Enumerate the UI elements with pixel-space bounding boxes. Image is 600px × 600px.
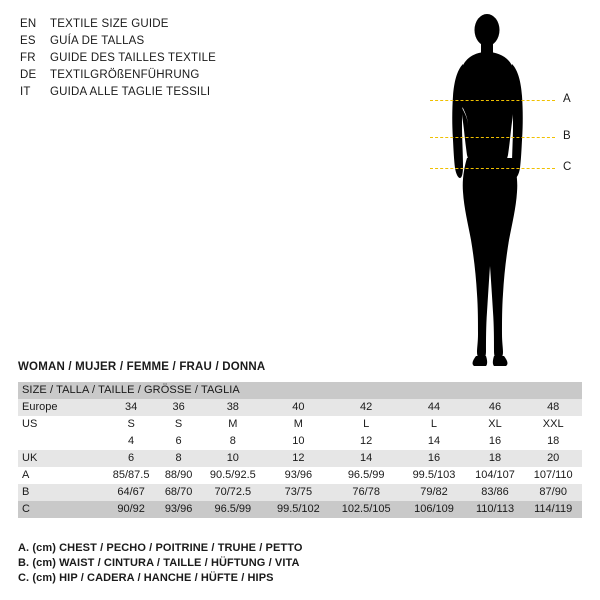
table-row bbox=[18, 484, 582, 501]
cell: 85/87.5 bbox=[112, 469, 150, 481]
cell: S bbox=[174, 418, 183, 430]
table-header-label: SIZE / TALLA / TAILLE / GRÖSSE / TAGLIA bbox=[22, 384, 240, 396]
cell: L bbox=[430, 418, 438, 430]
cell: 93/96 bbox=[284, 469, 313, 481]
language-title: TEXTILGRÖßENFÜHRUNG bbox=[50, 69, 200, 81]
cell: L bbox=[363, 418, 370, 430]
cell: 102.5/105 bbox=[341, 503, 391, 515]
language-title: GUÍA DE TALLAS bbox=[50, 35, 145, 47]
cell: S bbox=[127, 418, 135, 430]
cell: M bbox=[293, 418, 303, 430]
row-label: UK bbox=[22, 452, 38, 464]
cell: 90.5/92.5 bbox=[209, 469, 256, 481]
cell: 18 bbox=[488, 452, 502, 464]
cell: 42 bbox=[360, 401, 373, 413]
table-row bbox=[18, 467, 582, 484]
cell: 73/75 bbox=[284, 486, 313, 498]
cell: 83/86 bbox=[481, 486, 509, 498]
cell: 96.5/99 bbox=[214, 503, 252, 515]
cell: 46 bbox=[488, 401, 502, 413]
measure-label-c: C bbox=[563, 161, 572, 173]
cell: XL bbox=[488, 418, 502, 430]
cell: 88/90 bbox=[164, 469, 193, 481]
measure-label-b: B bbox=[563, 130, 571, 142]
table-row bbox=[18, 399, 582, 416]
cell: 106/109 bbox=[414, 503, 454, 515]
legend-hip: C. (cm) HIP / CADERA / HANCHE / HÜFTE / HIPS bbox=[18, 572, 274, 584]
cell: 76/78 bbox=[352, 486, 380, 498]
language-title: GUIDA ALLE TAGLIE TESSILI bbox=[50, 86, 211, 98]
cell: 70/72.5 bbox=[214, 486, 252, 498]
cell: 10 bbox=[226, 452, 239, 464]
cell: 40 bbox=[292, 401, 305, 413]
language-code: IT bbox=[20, 86, 31, 98]
measure-label-a: A bbox=[563, 93, 571, 105]
cell: 107/110 bbox=[533, 469, 573, 481]
cell: 14 bbox=[360, 452, 373, 464]
cell: 110/113 bbox=[475, 503, 515, 515]
row-label: A bbox=[22, 469, 30, 481]
cell: 114/119 bbox=[534, 503, 573, 515]
language-title: GUIDE DES TAILLES TEXTILE bbox=[50, 52, 217, 64]
table-row bbox=[18, 501, 582, 518]
row-label: Europe bbox=[22, 401, 58, 413]
language-code: FR bbox=[20, 52, 36, 64]
cell: 8 bbox=[229, 435, 236, 447]
table-row bbox=[18, 416, 582, 433]
legend-chest: A. (cm) CHEST / PECHO / POITRINE / TRUHE / PETTO bbox=[18, 542, 303, 554]
row-label bbox=[18, 433, 104, 450]
cell: 4 bbox=[128, 435, 135, 447]
section-title: WOMAN / MUJER / FEMME / FRAU / DONNA bbox=[18, 361, 266, 373]
cell: 68/70 bbox=[164, 486, 193, 498]
measurement-legend bbox=[18, 541, 578, 586]
language-code: DE bbox=[20, 69, 37, 81]
cell: 48 bbox=[547, 401, 560, 413]
cell: 12 bbox=[360, 435, 373, 447]
language-row-it bbox=[20, 86, 310, 102]
cell: 64/67 bbox=[117, 486, 145, 498]
cell: M bbox=[228, 418, 238, 430]
cell: 6 bbox=[128, 452, 135, 464]
table-row bbox=[18, 450, 582, 467]
cell: 93/96 bbox=[164, 503, 193, 515]
cell: 90/92 bbox=[117, 503, 145, 515]
cell: 16 bbox=[488, 435, 502, 447]
cell: 34 bbox=[124, 401, 138, 413]
language-row-es bbox=[20, 35, 310, 51]
cell: 10 bbox=[292, 435, 305, 447]
female-silhouette-icon bbox=[430, 8, 590, 368]
language-row-fr bbox=[20, 52, 310, 68]
measure-line-b bbox=[430, 137, 555, 138]
cell: 18 bbox=[547, 435, 560, 447]
language-code: EN bbox=[20, 18, 37, 30]
cell: 104/107 bbox=[475, 469, 515, 481]
table-row bbox=[18, 433, 582, 450]
language-header-block bbox=[20, 18, 310, 103]
language-code: ES bbox=[20, 35, 36, 47]
cell: XXL bbox=[542, 418, 564, 430]
language-title: TEXTILE SIZE GUIDE bbox=[50, 18, 169, 30]
measure-line-c bbox=[430, 168, 555, 169]
measure-line-a bbox=[430, 100, 555, 101]
row-label: C bbox=[22, 503, 30, 515]
cell: 20 bbox=[547, 452, 560, 464]
cell: 99.5/103 bbox=[412, 469, 456, 481]
cell: 79/82 bbox=[420, 486, 448, 498]
cell: 99.5/102 bbox=[276, 503, 320, 515]
size-table bbox=[18, 382, 582, 518]
row-label: B bbox=[22, 486, 30, 498]
table-header-row bbox=[18, 382, 582, 399]
female-body-figure bbox=[430, 8, 590, 368]
cell: 14 bbox=[427, 435, 441, 447]
language-row-en bbox=[20, 18, 310, 34]
cell: 12 bbox=[292, 452, 305, 464]
cell: 44 bbox=[427, 401, 441, 413]
language-row-de bbox=[20, 69, 310, 85]
cell: 87/90 bbox=[539, 486, 567, 498]
cell: 6 bbox=[175, 435, 182, 447]
cell: 96.5/99 bbox=[347, 469, 385, 481]
cell: 38 bbox=[226, 401, 239, 413]
legend-waist: B. (cm) WAIST / CINTURA / TAILLE / HÜFTUNG / VITA bbox=[18, 557, 300, 569]
cell: 36 bbox=[172, 401, 185, 413]
cell: 16 bbox=[427, 452, 441, 464]
cell: 8 bbox=[175, 452, 182, 464]
row-label: US bbox=[22, 418, 38, 430]
